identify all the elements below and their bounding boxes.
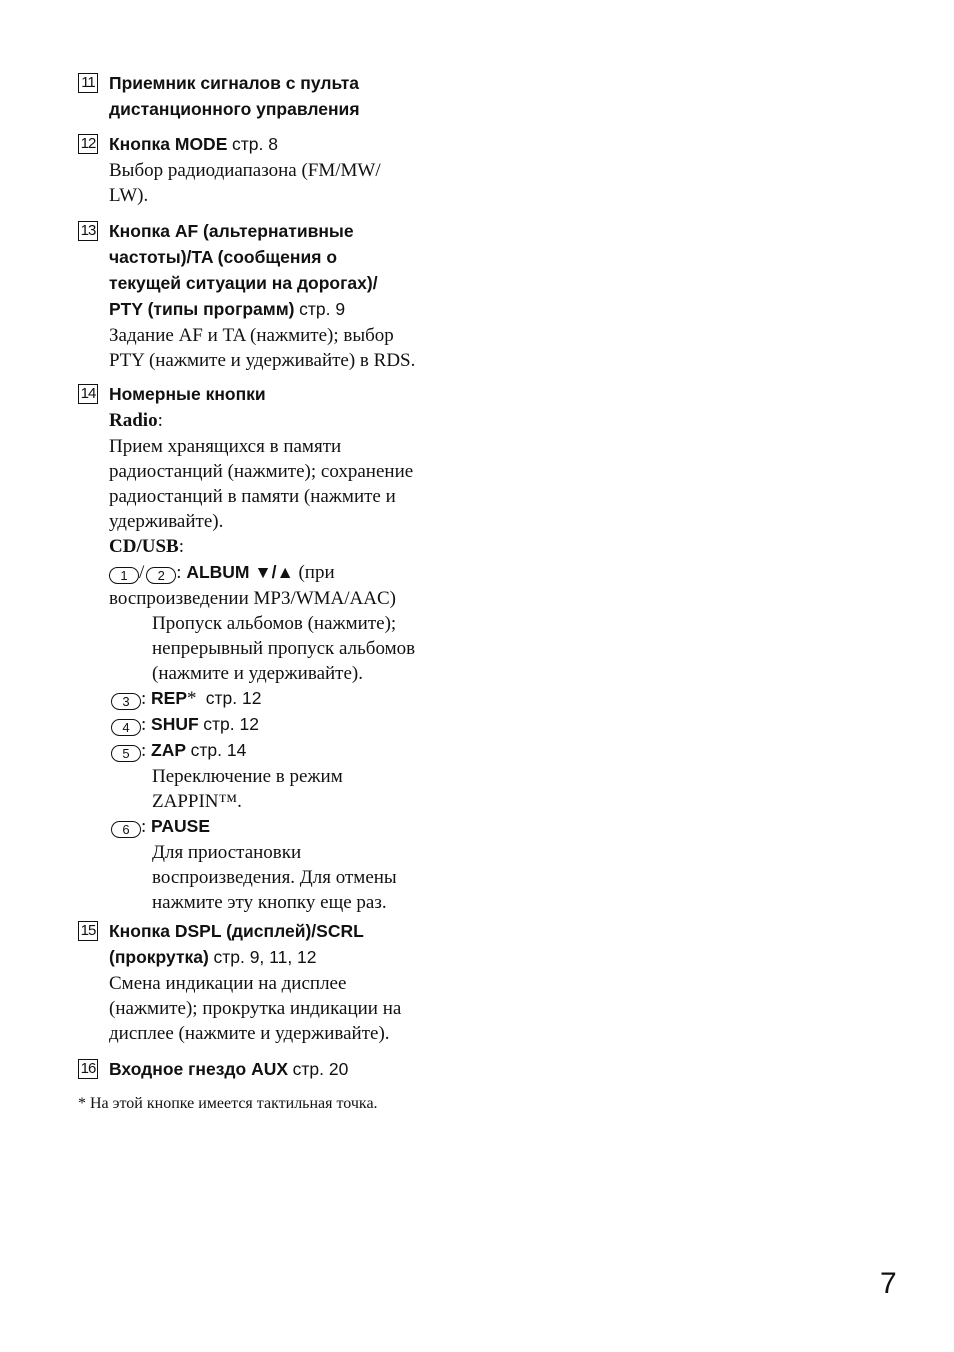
album-description: (нажмите и удерживайте).: [152, 663, 363, 684]
album-description: Пропуск альбомов (нажмите);: [152, 613, 397, 634]
album-note: воспроизведении MP3/WMA/AAC): [109, 588, 396, 609]
cdusb-label: CD/USB: [109, 536, 179, 557]
item-description: (нажмите); прокрутка индикации на: [109, 998, 402, 1019]
item-title: PTY (типы программ): [109, 299, 295, 319]
album-description: непрерывный пропуск альбомов: [152, 638, 416, 659]
zap-description: Переключение в режим: [152, 766, 343, 787]
radio-description: удерживайте).: [109, 511, 224, 532]
page-number: 7: [880, 1267, 897, 1300]
radio-label: Radio: [109, 410, 158, 431]
item-content: [109, 71, 459, 123]
album-label: ALBUM ▼/▲: [186, 562, 294, 582]
page-reference: стр. 12: [203, 714, 259, 734]
item-title: Входное гнездо AUX: [109, 1059, 289, 1079]
zap-label: ZAP: [151, 740, 187, 760]
rep-label: REP: [151, 688, 188, 708]
item-description: Выбор радиодиапазона (FM/MW/: [109, 160, 381, 181]
item-number: 11: [78, 73, 98, 93]
item-title: Номерные кнопки: [109, 384, 266, 404]
pause-description: нажмите эту кнопку еще раз.: [152, 892, 387, 913]
zap-description: ZAPPIN™.: [152, 791, 242, 812]
item-number: 14: [78, 384, 98, 404]
radio-description: Прием хранящихся в памяти: [109, 436, 342, 457]
button-2-symbol: 2: [146, 567, 176, 584]
item-number: 15: [78, 921, 98, 941]
item-description: Смена индикации на дисплее: [109, 973, 347, 994]
item-content: [109, 1057, 459, 1083]
item-description: PTY (нажмите и удерживайте) в RDS.: [109, 350, 416, 371]
item-number: 16: [78, 1059, 98, 1079]
item-number: 12: [78, 134, 98, 154]
item-title: Кнопка AF (альтернативные: [109, 221, 354, 241]
item-description: дисплее (нажмите и удерживайте).: [109, 1023, 390, 1044]
item-content: [109, 132, 459, 208]
footnote: * На этой кнопке имеется тактильная точка.: [78, 1095, 378, 1112]
page-reference: стр. 20: [292, 1059, 349, 1079]
page-reference: стр. 8: [232, 134, 278, 154]
button-6-symbol: 6: [111, 821, 141, 838]
tactile-mark: *: [187, 688, 197, 709]
pause-description: воспроизведения. Для отмены: [152, 867, 397, 888]
pause-description: Для приостановки: [152, 842, 302, 863]
page-reference: стр. 9: [299, 299, 346, 319]
item-title: Кнопка MODE: [109, 134, 228, 154]
shuf-label: SHUF: [151, 714, 199, 734]
button-1-symbol: 1: [109, 567, 139, 584]
album-note: (при: [298, 562, 335, 583]
item-title: текущей ситуации на дорогах)/: [109, 273, 378, 293]
item-content: Номерные кнопки Radio: Прием хранящихся в памяти радиостанций (нажмите); сохранение радиостанций в памяти (нажмите и удерживайте). CD/USB: 1 / 2 : ALBUM ▼/▲ (при воспроизведении MP3/WMA/AAC) Пропуск альбомов (нажмите); непрерывный пропуск альбомов (нажмите и удерживайте). 3 : REP* стр. 12 4 : SHUF стр. 12 5 : ZAP стр. 14 Переключение в режим ZAPPIN™. 6 : PAUSE Для приостановки воспроизведения. Для отмены нажмите эту кнопку еще раз.: [109, 382, 459, 915]
button-3-symbol: 3: [111, 693, 141, 710]
page-reference: стр. 12: [205, 688, 262, 708]
radio-description: радиостанций (нажмите); сохранение: [109, 461, 414, 482]
button-4-symbol: 4: [111, 719, 141, 736]
item-title: (прокрутка): [109, 947, 209, 967]
item-content: [109, 219, 459, 373]
button-5-symbol: 5: [111, 745, 141, 762]
item-number: 13: [78, 221, 98, 241]
item-description: LW).: [109, 185, 149, 206]
item-title: Приемник сигналов с пульта: [109, 73, 360, 93]
radio-description: радиостанций в памяти (нажмите и: [109, 486, 396, 507]
item-content: [109, 919, 459, 1046]
item-title: Кнопка DSPL (дисплей)/SCRL: [109, 921, 364, 941]
item-title: дистанционного управления: [109, 99, 360, 119]
page-reference: стр. 9, 11, 12: [213, 947, 317, 967]
page-reference: стр. 14: [190, 740, 247, 760]
item-description: Задание AF и TA (нажмите); выбор: [109, 325, 394, 346]
item-title: частоты)/TA (сообщения о: [109, 247, 338, 267]
pause-label: PAUSE: [151, 816, 211, 836]
